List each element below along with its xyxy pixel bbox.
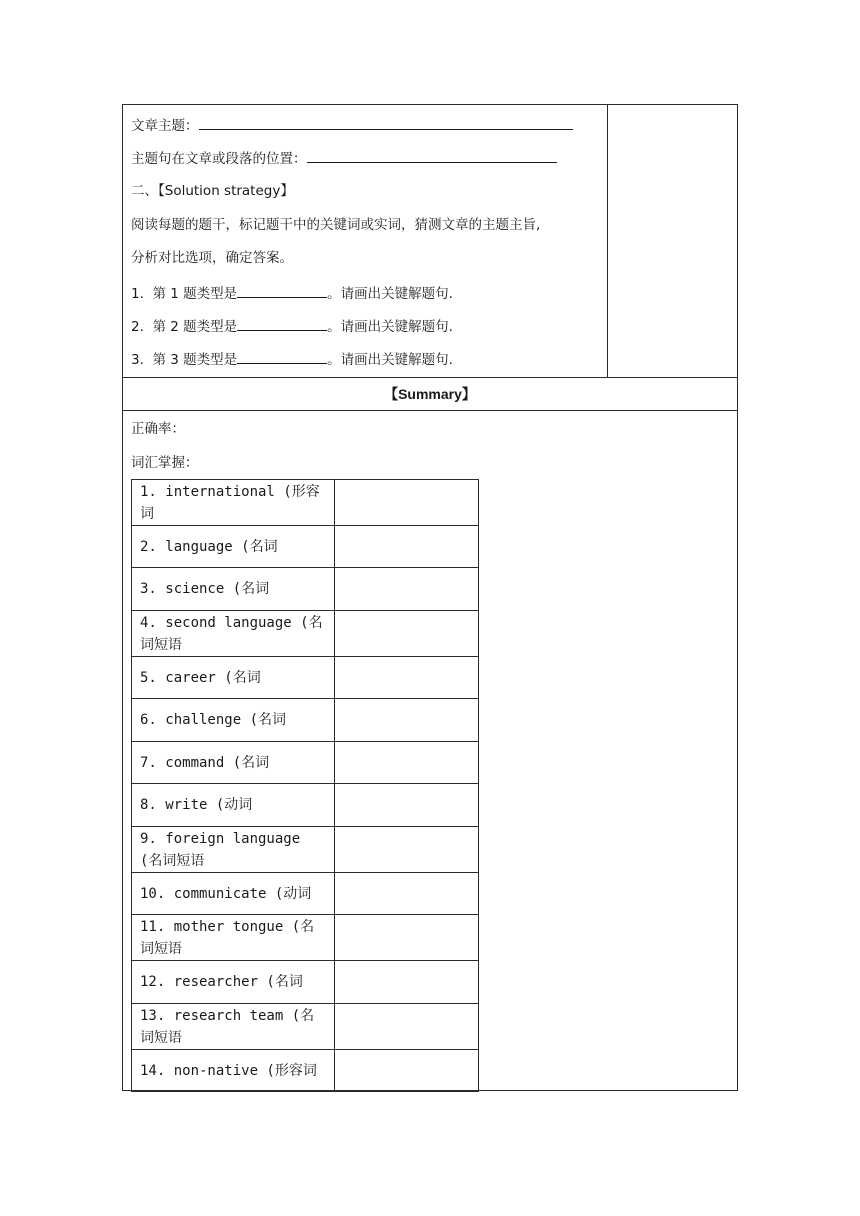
question-1-line (131, 283, 453, 304)
topic-sentence-blank[interactable] (307, 148, 557, 163)
vocab-term: 4. second language (名词短语 (132, 611, 335, 657)
worksheet-table (122, 104, 738, 1091)
vocab-answer-cell[interactable] (335, 699, 479, 742)
vocab-row (132, 915, 479, 961)
vocab-term: 7. command (名词 (132, 742, 335, 784)
vocab-answer-cell[interactable] (335, 827, 479, 873)
vocab-row (132, 1050, 479, 1092)
vocab-term: 13. research team (名词短语 (132, 1004, 335, 1050)
vocab-answer-cell[interactable] (335, 611, 479, 657)
question-suffix: 。请画出关键解题句. (327, 286, 453, 302)
strategy-text-line-1: 阅读每题的题干，标记题干中的关键词或实词，猜测文章的主题主旨, (131, 217, 541, 233)
vocab-answer-cell[interactable] (335, 742, 479, 784)
vocab-row (132, 699, 479, 742)
vocab-answer-cell[interactable] (335, 915, 479, 961)
vocab-row (132, 827, 479, 873)
question-prefix: 第 2 题类型是 (152, 319, 238, 335)
question-type-blank[interactable] (237, 316, 327, 331)
vocab-row (132, 784, 479, 827)
vocab-answer-cell[interactable] (335, 1004, 479, 1050)
accuracy-label: 正确率： (131, 421, 185, 437)
vocab-row (132, 1004, 479, 1050)
vocab-term: 11. mother tongue (名词短语 (132, 915, 335, 961)
vocab-label: 词汇掌握： (131, 455, 199, 471)
vocab-term: 5. career (名词 (132, 657, 335, 699)
topic-blank[interactable] (199, 115, 573, 130)
question-type-blank[interactable] (237, 283, 327, 298)
reading-strategy-section (123, 105, 608, 377)
vocab-term: 8. write (动词 (132, 784, 335, 827)
question-3-line (131, 349, 453, 370)
vocab-table (131, 479, 479, 1092)
topic-sentence-line (131, 148, 557, 169)
vocab-row (132, 480, 479, 526)
vocab-answer-cell[interactable] (335, 784, 479, 827)
question-number: 1. (131, 286, 144, 302)
vocab-term: 14. non-native (形容词 (132, 1050, 335, 1092)
vocab-term: 12. researcher (名词 (132, 961, 335, 1004)
vocab-term: 2. language (名词 (132, 526, 335, 568)
vocab-answer-cell[interactable] (335, 568, 479, 611)
vocab-row (132, 657, 479, 699)
vocab-row (132, 526, 479, 568)
vocab-term: 1. international (形容词 (132, 480, 335, 526)
question-type-blank[interactable] (237, 349, 327, 364)
question-suffix: 。请画出关键解题句. (327, 352, 453, 368)
section-two-heading: 二、【Solution strategy】 (131, 183, 294, 199)
vocab-answer-cell[interactable] (335, 526, 479, 568)
question-2-line (131, 316, 453, 337)
topic-sentence-label: 主题句在文章或段落的位置： (131, 151, 307, 167)
topic-label: 文章主题： (131, 118, 199, 134)
vocab-answer-cell[interactable] (335, 873, 479, 915)
vocab-row (132, 961, 479, 1004)
vocab-answer-cell[interactable] (335, 961, 479, 1004)
vocab-term: 3. science (名词 (132, 568, 335, 611)
vocab-answer-cell[interactable] (335, 1050, 479, 1092)
vocab-term: 9. foreign language (名词短语 (132, 827, 335, 873)
question-suffix: 。请画出关键解题句. (327, 319, 453, 335)
question-prefix: 第 3 题类型是 (152, 352, 238, 368)
question-prefix: 第 1 题类型是 (152, 286, 238, 302)
topic-line (131, 115, 573, 136)
question-number: 2. (131, 319, 144, 335)
summary-header: 【Summary】 (123, 377, 737, 411)
question-number: 3. (131, 352, 144, 368)
vocab-answer-cell[interactable] (335, 480, 479, 526)
vocab-term: 6. challenge (名词 (132, 699, 335, 742)
vocab-row (132, 611, 479, 657)
vocab-row (132, 568, 479, 611)
vocab-answer-cell[interactable] (335, 657, 479, 699)
strategy-text-line-2: 分析对比选项，确定答案。 (131, 250, 293, 266)
vocab-row (132, 873, 479, 915)
vocab-row (132, 742, 479, 784)
vocab-term: 10. communicate (动词 (132, 873, 335, 915)
